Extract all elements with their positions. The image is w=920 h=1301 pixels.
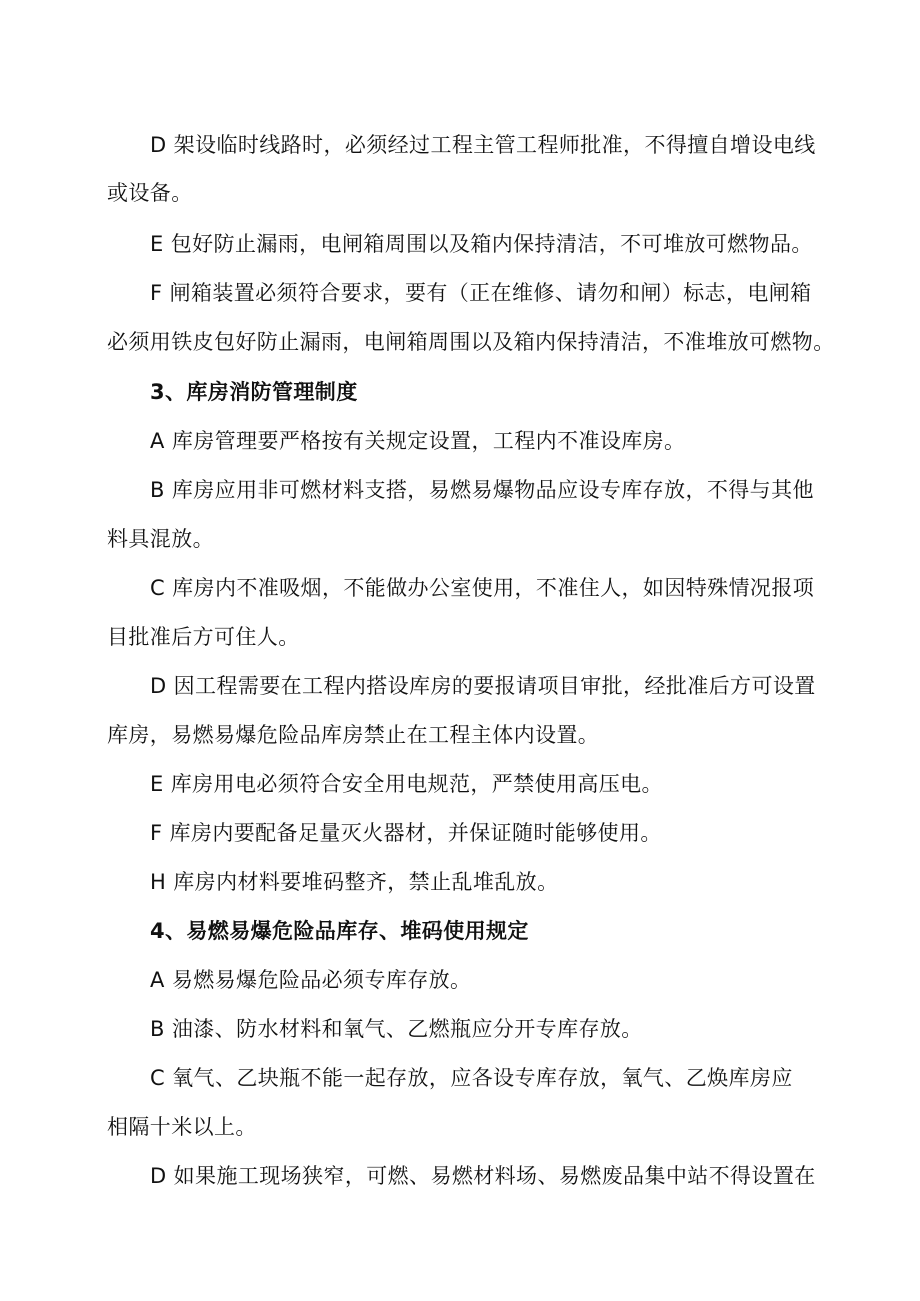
section-3-item-a: A 库房管理要严格按有关规定设置，工程内不准设库房。 [150,429,686,453]
section-3-item-b-line-1: B 库房应用非可燃材料支搭，易燃易爆物品应设专库存放，不得与其他 [150,478,814,502]
section-4-item-c-line-2: 相隔十米以上。 [107,1115,257,1139]
section-4-item-b: B 油漆、防水材料和氧气、乙燃瓶应分开专库存放。 [150,1017,643,1041]
section-3-item-d-line-1: D 因工程需要在工程内搭设库房的要报请项目审批，经批准后方可设置 [150,674,816,698]
paragraph-e: E 包好防止漏雨，电闸箱周围以及箱内保持清洁，不可堆放可燃物品。 [150,232,813,256]
section-3-item-d-line-2: 库房，易燃易爆危险品库房禁止在工程主体内设置。 [107,723,600,747]
section-4-item-d-line-1: D 如果施工现场狭窄，可燃、易燃材料场、易燃废品集中站不得设置在 [150,1164,816,1188]
section-3-heading: 3、库房消防管理制度 [150,380,358,404]
section-4-heading: 4、易燃易爆危险品库存、堆码使用规定 [150,919,529,943]
paragraph-f-line-2: 必须用铁皮包好防止漏雨，电闸箱周围以及箱内保持清洁，不准堆放可燃物。 [107,330,835,354]
paragraph-d-line-2: 或设备。 [107,181,193,205]
section-3-item-f: F 库房内要配备足量灭火器材，并保证随时能够使用。 [150,821,662,845]
section-3-item-b-line-2: 料具混放。 [107,527,214,551]
paragraph-f-line-1: F 闸箱装置必须符合要求，要有（正在维修、请勿和闸）标志，电闸箱 [150,281,812,305]
paragraph-d-line-1: D 架设临时线路时，必须经过工程主管工程师批准，不得擅自增设电线 [150,133,816,157]
section-3-item-e: E 库房用电必须符合安全用电规范，严禁使用高压电。 [150,772,663,796]
section-3-item-c-line-2: 目批准后方可住人。 [107,625,300,649]
section-4-item-a: A 易燃易爆危险品必须专库存放。 [150,968,472,992]
section-3-item-c-line-1: C 库房内不准吸烟，不能做办公室使用，不准住人，如因特殊情况报项 [150,576,815,600]
section-4-item-c-line-1: C 氧气、乙块瓶不能一起存放，应各设专库存放，氧气、乙焕库房应 [150,1066,793,1090]
section-3-item-h: H 库房内材料要堆码整齐，禁止乱堆乱放。 [150,870,559,894]
